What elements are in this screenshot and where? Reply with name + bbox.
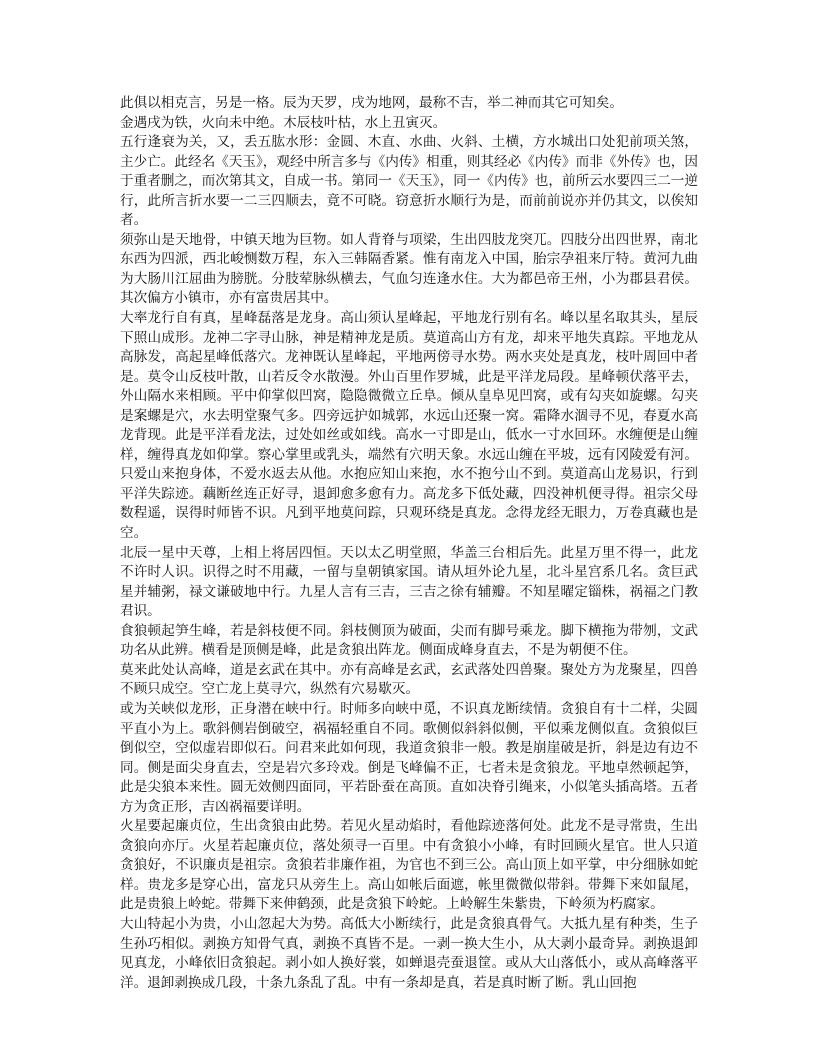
paragraph: 大率龙行自有真，星峰磊落是龙身。高山须认星峰起，平地龙行别有名。峰以星名取其头，星辰下照山成形。龙神二字寻山脉，神是精神龙是质。莫道高山方有龙，却来平地失真踪。平地龙从高脉发，高起星峰低落穴。龙神既认星峰起，平地两傍寻水势。两水夹处是真龙，枝叶周回中者是。莫令山反枝叶散，山若反令水散漫。外山百里作罗城，此是平洋龙局段。星峰顿伏落平去，外山隔水来相顾。平中仰掌似凹窝，隐隐微微立丘阜。倾从皇阜见凹窝，或有勾夹如旋螺。勾夹是案螺是穴，水去明堂聚气多。四旁远护如城郭，水远山还聚一窝。霜降水涸寻不见，春夏水高龙背现。此是平洋看龙法，过处如丝或如线。高水一寸即是山，低水一寸水回环。水缠便是山缠样，缠得真龙如仰掌。察心掌里或乳头，端然有穴明天象。水远山缠在平坡，远有冈陵爱有河。只爱山来抱身体，不爱水返去从他。水抱应知山来抱，水不抱兮山不到。莫道高山龙易识，行到平洋失踪迹。藕断丝连正好寻，退卸愈多愈有力。高龙多下低处藏，四没神机便寻得。祖宗父母数程遥，误得时师皆不识。凡到平地莫问踪，只观环绕是真龙。念得龙经无眼力，万卷真藏也是空。: [120, 310, 698, 542]
paragraph: 北辰一星中天尊，上相上将居四恒。天以太乙明堂照，华盖三台相后先。此星万里不得一，此龙不许时人识。识得之时不用藏，一留与皇朝镇家国。请从垣外论九星，北斗星宫系几名。贪巨武星并辅粥，禄文谦破地中行。九星人言有三吉，三吉之徐有辅瓣。不知星曜定锱株，祸福之门教君识。: [120, 544, 698, 620]
paragraph: 须弥山是天地骨，中镇天地为巨物。如人背脊与项梁，生出四肢龙突兀。四肢分出四世界，南北东西为四派，西北峻恻数万程，东入三韩隔香紧。惟有南龙入中国，胎宗孕祖来厅特。黄河九曲为大肠川江屈曲为膀胱。分肢荤脉纵横去，气血匀连逢水住。大为都邑帝王州，小为郡县君侯。其次偏方小镇市，亦有富贵居其中。: [120, 231, 698, 307]
paragraph: 大山特起小为贵，小山忽起大为势。高低大小断续行，此是贪狼真骨气。大抵九星有种类，生子生孙巧相似。剥换方知骨气真，剥换不真皆不是。一剥一换大生小，从大剥小最奇异。剥换退卸见真龙，小峰依旧贪狼起。剥小如人换好裳，如蝉退壳蚕退筐。或从大山落低小，或从高峰落平洋。退卸剥换成几段，十条九条乱了乱。中有一条却是真，若是真时断了断。乳山回抱: [120, 915, 698, 991]
paragraph: 食狼顿起笋生峰，若是斜枝便不同。斜枝侧顶为破面，尖而有脚号乘龙。脚下横拖为带刎，文武功名从此辨。横看是顶侧是峰，此是贪狼出阵龙。侧面成峰身直去，不是为朝便不住。: [120, 622, 698, 659]
paragraph: 莫来此处认高峰，道是玄武在其中。亦有高峰是玄武，玄武落处四兽聚。聚处方为龙聚星，四兽不顾只成空。空亡龙上莫寻穴，纵然有穴易歇灭。: [120, 661, 698, 698]
paragraph: 或为关峡似龙形，正身潜在峡中行。时师多向峡中觅，不识真龙断续情。贪狼自有十二样，尖圆平直小为上。歌斜侧岩倒破空，祸福轻重自不同。歌侧似斜斜似侧，平似乘龙侧似直。贪狼似巨倒似空，空似虚岩即似石。问君来此如何现，我道贪狼非一般。教是崩崖破是折，斜是边有边不同。侧是面尖身直去，空是岩穴多玲戏。倒是飞峰偏不正，七者未是贪狼龙。平地卓然顿起笋，此是尖狼本来性。圆无效侧四面同，平若卧蚕在高顶。直如决脊引绳来，小似笔头插高塔。五者方为贪正形，吉凶祸福要详明。: [120, 700, 698, 815]
paragraph: 此俱以相克言，另是一格。辰为天罗，戌为地网，最称不吉，举二神而其它可知矣。: [120, 95, 623, 111]
paragraph: 五行逢衰为关，又，丢五肱水形：金圆、木直、水曲、火斜、土横，方水城出口处犯前项关煞，主少亡。此经名《天玉》，观经中所言多与《内传》相重，则其经必《内传》而非《外传》也，因于重者删之，而次第其文，自成一书。第同一《天玉》，同一《内传》也，前所云水要四三二一逆行，此所言折水要一二三四顺去，竟不可晓。窃意折水顺行为是，而前前说亦并仍其文，以俟知者。: [120, 134, 698, 229]
paragraph: 金遇戌为铁，火向未中绝。木辰枝叶枯，水上丑寅灭。: [120, 114, 447, 131]
paragraph: 火星要起廉贞位，生出贪狼由此势。若见火星动焰时，看他踪迹落何处。此龙不是寻常贵，生出贪狼向亦厅。火星若起廉贞位，落处须寻一百里。中有贪狼小小峰，有时回顾火星官。世人只道贪狼好，不识廉贞是祖宗。贪狼若非廉作祖，为官也不到三公。高山顶上如平掌，中分细脉如蛇样。贵龙多是穿心出，富龙只从旁生上。高山如帐后面遮，帐里微微似带斜。带舞下来如鼠尾，此是贵狼上岭蛇。带舞下来伸鹤颈，此是贪狼下岭蛇。上岭解生朱紫贵，下岭须为朽腐家。: [120, 818, 698, 913]
document-page: [120, 94, 698, 993]
